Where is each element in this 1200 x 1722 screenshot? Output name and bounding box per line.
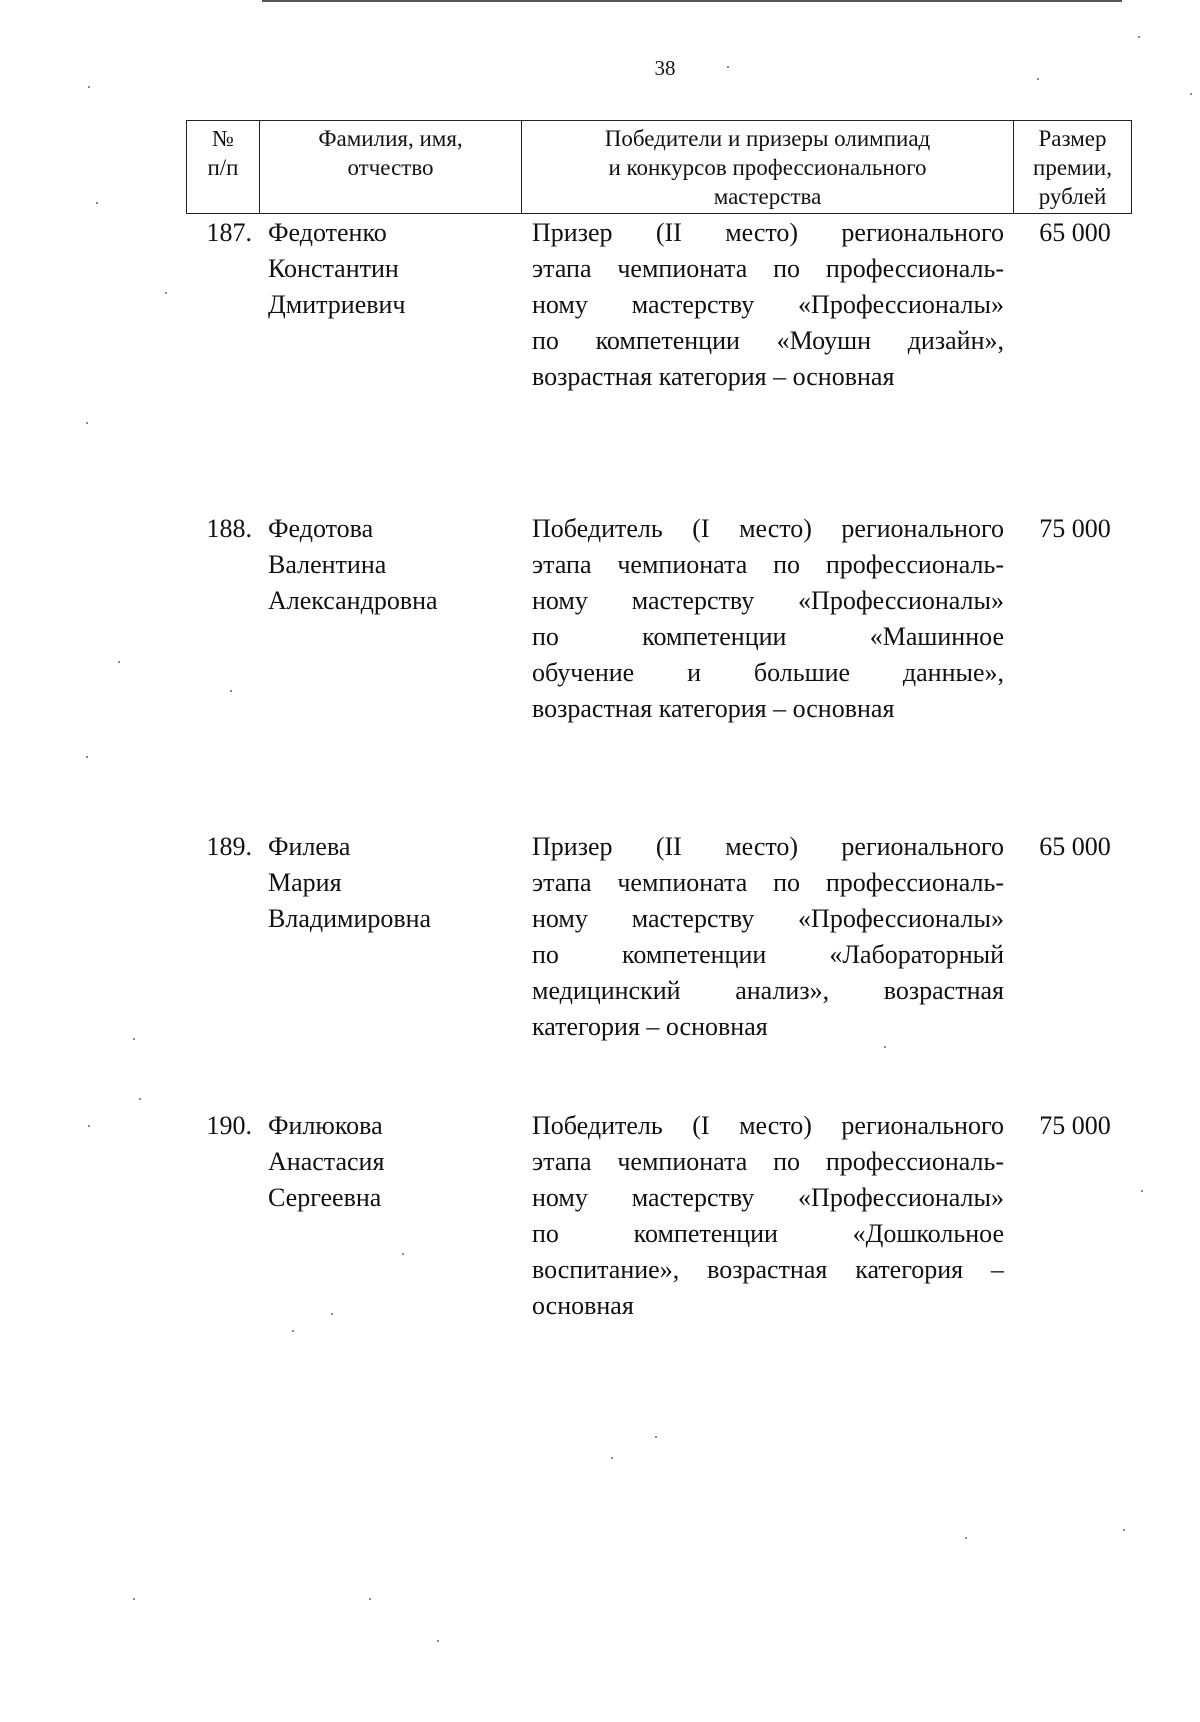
scan-speck — [133, 1598, 135, 1600]
row-name — [268, 1108, 513, 1216]
row-name — [268, 511, 513, 619]
scan-speck — [369, 1598, 371, 1600]
scan-speck — [965, 1537, 967, 1539]
description-line: Призер (II место) регионального — [532, 832, 1004, 861]
description-line: основная — [532, 1291, 634, 1320]
row-name — [268, 215, 513, 323]
header-description-line: и конкурсов профессионального — [608, 155, 927, 180]
name-line: Филюкова — [268, 1111, 383, 1140]
row-description — [532, 215, 1004, 395]
description-line: по компетенции «Машинное — [532, 622, 1004, 651]
header-amount-line: рублей — [1038, 184, 1107, 209]
scan-speck — [1141, 1190, 1143, 1192]
header-number-line: п/п — [207, 155, 239, 180]
header-description-line: мастерства — [713, 184, 822, 209]
row-description — [532, 1108, 1004, 1324]
description-line: ному мастерству «Профессионалы» — [532, 586, 1004, 615]
description-line: этапа чемпионата по профессиональ- — [532, 868, 1004, 897]
description-line: медицинский анализ», возрастная — [532, 976, 1004, 1005]
row-amount: 65 000 — [1039, 218, 1111, 247]
page-number: 38 — [654, 56, 676, 80]
row-amount: 75 000 — [1039, 514, 1111, 543]
scan-speck — [611, 1457, 613, 1459]
header-number-line: № — [212, 126, 234, 151]
row-amount: 75 000 — [1039, 1111, 1111, 1140]
description-line: возрастная категория – основная — [532, 694, 895, 723]
scan-speck — [1037, 78, 1039, 80]
scan-speck — [139, 1098, 141, 1100]
description-line: этапа чемпионата по профессиональ- — [532, 254, 1004, 283]
scan-speck — [727, 66, 729, 68]
description-line: по компетенции «Дошкольное — [532, 1219, 1004, 1248]
description-line: ному мастерству «Профессионалы» — [532, 904, 1004, 933]
description-line: ному мастерству «Профессионалы» — [532, 1183, 1004, 1212]
scan-speck — [655, 1436, 657, 1438]
name-line: Сергеевна — [268, 1183, 382, 1212]
scan-speck — [118, 661, 120, 663]
name-line: Александровна — [268, 586, 438, 615]
header-amount — [1014, 121, 1131, 213]
description-line: обучение и большие данные», — [532, 658, 1004, 687]
table-header — [186, 120, 1132, 214]
scan-speck — [165, 292, 167, 294]
scan-speck — [402, 1253, 404, 1255]
scan-speck — [292, 1330, 294, 1332]
header-name-line: отчество — [347, 155, 434, 180]
row-amount: 65 000 — [1039, 832, 1111, 861]
scan-top-edge-line — [262, 0, 1122, 2]
row-description — [532, 511, 1004, 727]
header-description — [522, 121, 1014, 213]
row-description — [532, 829, 1004, 1045]
name-line: Владимировна — [268, 904, 432, 933]
scan-speck — [884, 1046, 886, 1048]
scan-speck — [1190, 93, 1192, 95]
description-line: Победитель (I место) регионального — [532, 1111, 1004, 1140]
description-line: этапа чемпионата по профессиональ- — [532, 1147, 1004, 1176]
row-number: 190. — [206, 1111, 252, 1140]
scan-speck — [133, 1038, 135, 1040]
name-line: Анастасия — [268, 1147, 385, 1176]
scan-speck — [96, 202, 98, 204]
name-line: Константин — [268, 254, 399, 283]
description-line: возрастная категория – основная — [532, 362, 895, 391]
scan-speck — [1123, 1529, 1125, 1531]
header-name — [260, 121, 522, 213]
header-description-line: Победители и призеры олимпиад — [604, 126, 931, 151]
name-line: Валентина — [268, 550, 387, 579]
header-name-line: Фамилия, имя, — [318, 126, 463, 151]
row-number: 188. — [206, 514, 252, 543]
scan-speck — [86, 422, 88, 424]
header-amount-line: Размер — [1038, 126, 1107, 151]
scan-speck — [88, 1125, 90, 1127]
name-line: Федотова — [268, 514, 374, 543]
header-number — [187, 121, 260, 213]
name-line: Филева — [268, 832, 351, 861]
description-line: по компетенции «Лабораторный — [532, 940, 1004, 969]
row-number: 187. — [206, 218, 252, 247]
scan-speck — [437, 1640, 439, 1642]
scan-speck — [88, 86, 90, 88]
description-line: Победитель (I место) регионального — [532, 514, 1004, 543]
name-line: Дмитриевич — [268, 290, 406, 319]
row-name — [268, 829, 513, 937]
description-line: воспитание», возрастная категория – — [532, 1255, 1004, 1284]
scan-speck — [230, 690, 232, 692]
description-line: категория – основная — [532, 1012, 768, 1041]
row-number: 189. — [206, 832, 252, 861]
description-line: Призер (II место) регионального — [532, 218, 1004, 247]
description-line: этапа чемпионата по профессиональ- — [532, 550, 1004, 579]
description-line: по компетенции «Моушн дизайн», — [532, 326, 1004, 355]
scan-speck — [1138, 36, 1140, 38]
name-line: Федотенко — [268, 218, 387, 247]
description-line: ному мастерству «Профессионалы» — [532, 290, 1004, 319]
header-amount-line: премии, — [1033, 155, 1112, 180]
scan-speck — [331, 1313, 333, 1315]
scan-speck — [86, 756, 88, 758]
name-line: Мария — [268, 868, 342, 897]
